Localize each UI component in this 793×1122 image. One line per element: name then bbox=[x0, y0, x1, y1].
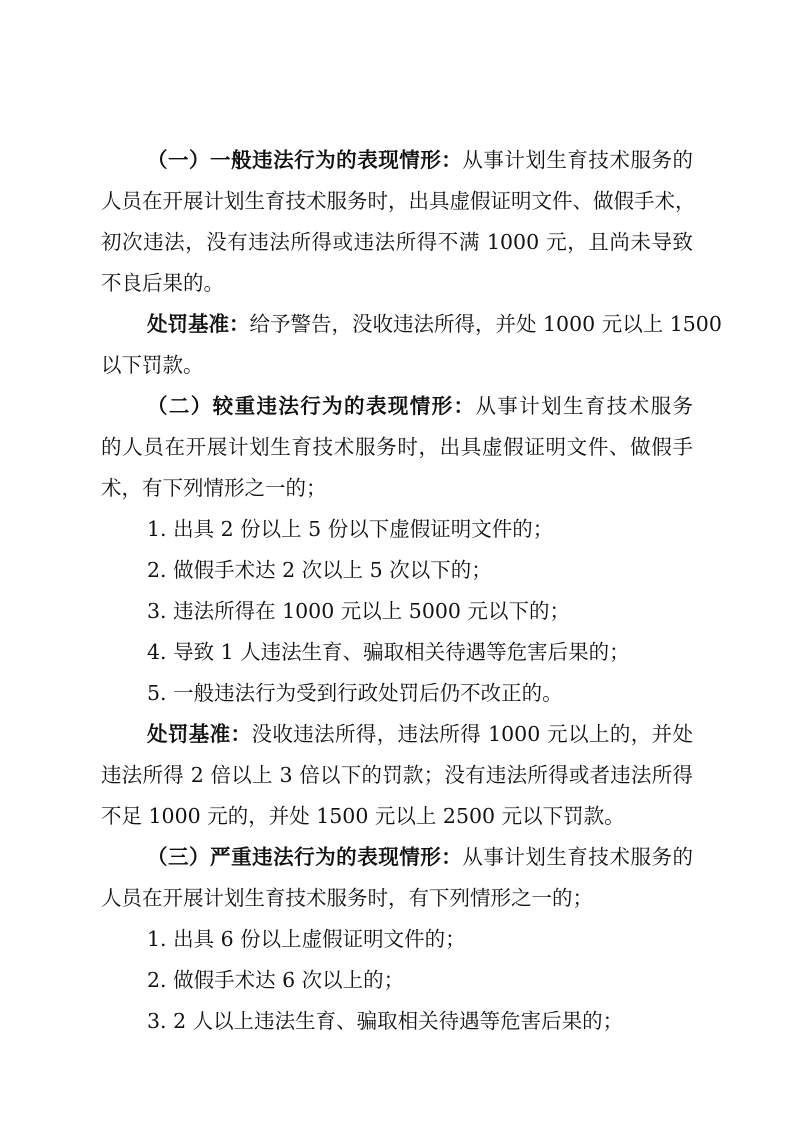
serious-penalty-text: 没收违法所得，违法所得 1000 元以上的，并处 bbox=[251, 722, 694, 746]
general-penalty-line-2: 以下罚款。 bbox=[101, 353, 204, 377]
general-heading: （一）一般违法行为的表现情形： bbox=[147, 148, 463, 172]
serious-item: 3. 违法所得在 1000 元以上 5000 元以下的； bbox=[147, 599, 570, 623]
general-penalty-text: 给予警告，没收违法所得，并处 1000 元以上 1500 bbox=[249, 312, 722, 336]
severe-item: 2. 做假手术达 6 次以上的； bbox=[147, 968, 405, 992]
serious-line1-text: 从事计划生育技术服务 bbox=[475, 394, 693, 418]
severe-item: 3. 2 人以上违法生育、骗取相关待遇等危害后果的； bbox=[147, 1009, 624, 1033]
general-line1-text: 从事计划生育技术服务的 bbox=[462, 148, 694, 172]
serious-heading: （二）较重违法行为的表现情形： bbox=[147, 394, 476, 418]
general-line-4: 不良后果的。 bbox=[101, 271, 224, 295]
general-penalty-heading: 处罚基准： bbox=[147, 312, 250, 336]
severe-item: 1. 出具 6 份以上虚假证明文件的； bbox=[147, 927, 466, 951]
serious-item: 4. 导致 1 人违法生育、骗取相关待遇等危害后果的； bbox=[147, 640, 630, 664]
serious-line-2: 的人员在开展计划生育技术服务时，出具虚假证明文件、做假手 bbox=[101, 435, 693, 459]
general-penalty-line bbox=[147, 310, 722, 338]
serious-item: 5. 一般违法行为受到行政处罚后仍不改正的。 bbox=[147, 681, 563, 705]
severe-line-2: 人员在开展计划生育技术服务时，有下列情形之一的； bbox=[101, 886, 593, 910]
serious-item: 2. 做假手术达 2 次以上 5 次以下的； bbox=[147, 558, 492, 582]
serious-penalty-line bbox=[147, 720, 693, 748]
serious-line-3: 术，有下列情形之一的； bbox=[101, 476, 327, 500]
serious-penalty-heading: 处罚基准： bbox=[147, 722, 252, 746]
general-line-2: 人员在开展计划生育技术服务时，出具虚假证明文件、做假手术， bbox=[101, 189, 696, 213]
general-line-3: 初次违法，没有违法所得或违法所得不满 1000 元，且尚未导致 bbox=[101, 230, 693, 254]
serious-heading-line bbox=[147, 392, 693, 420]
serious-item: 1. 出具 2 份以上 5 份以下虚假证明文件的； bbox=[147, 517, 554, 541]
severe-heading: （三）严重违法行为的表现情形： bbox=[147, 845, 463, 869]
serious-penalty-line-2: 违法所得 2 倍以上 3 倍以下的罚款；没有违法所得或者违法所得 bbox=[101, 763, 693, 787]
serious-penalty-line-3: 不足 1000 元的，并处 1500 元以上 2500 元以下罚款。 bbox=[101, 804, 625, 828]
severe-heading-line bbox=[147, 843, 693, 871]
general-heading-line bbox=[147, 146, 693, 174]
severe-line1-text: 从事计划生育技术服务的 bbox=[462, 845, 694, 869]
